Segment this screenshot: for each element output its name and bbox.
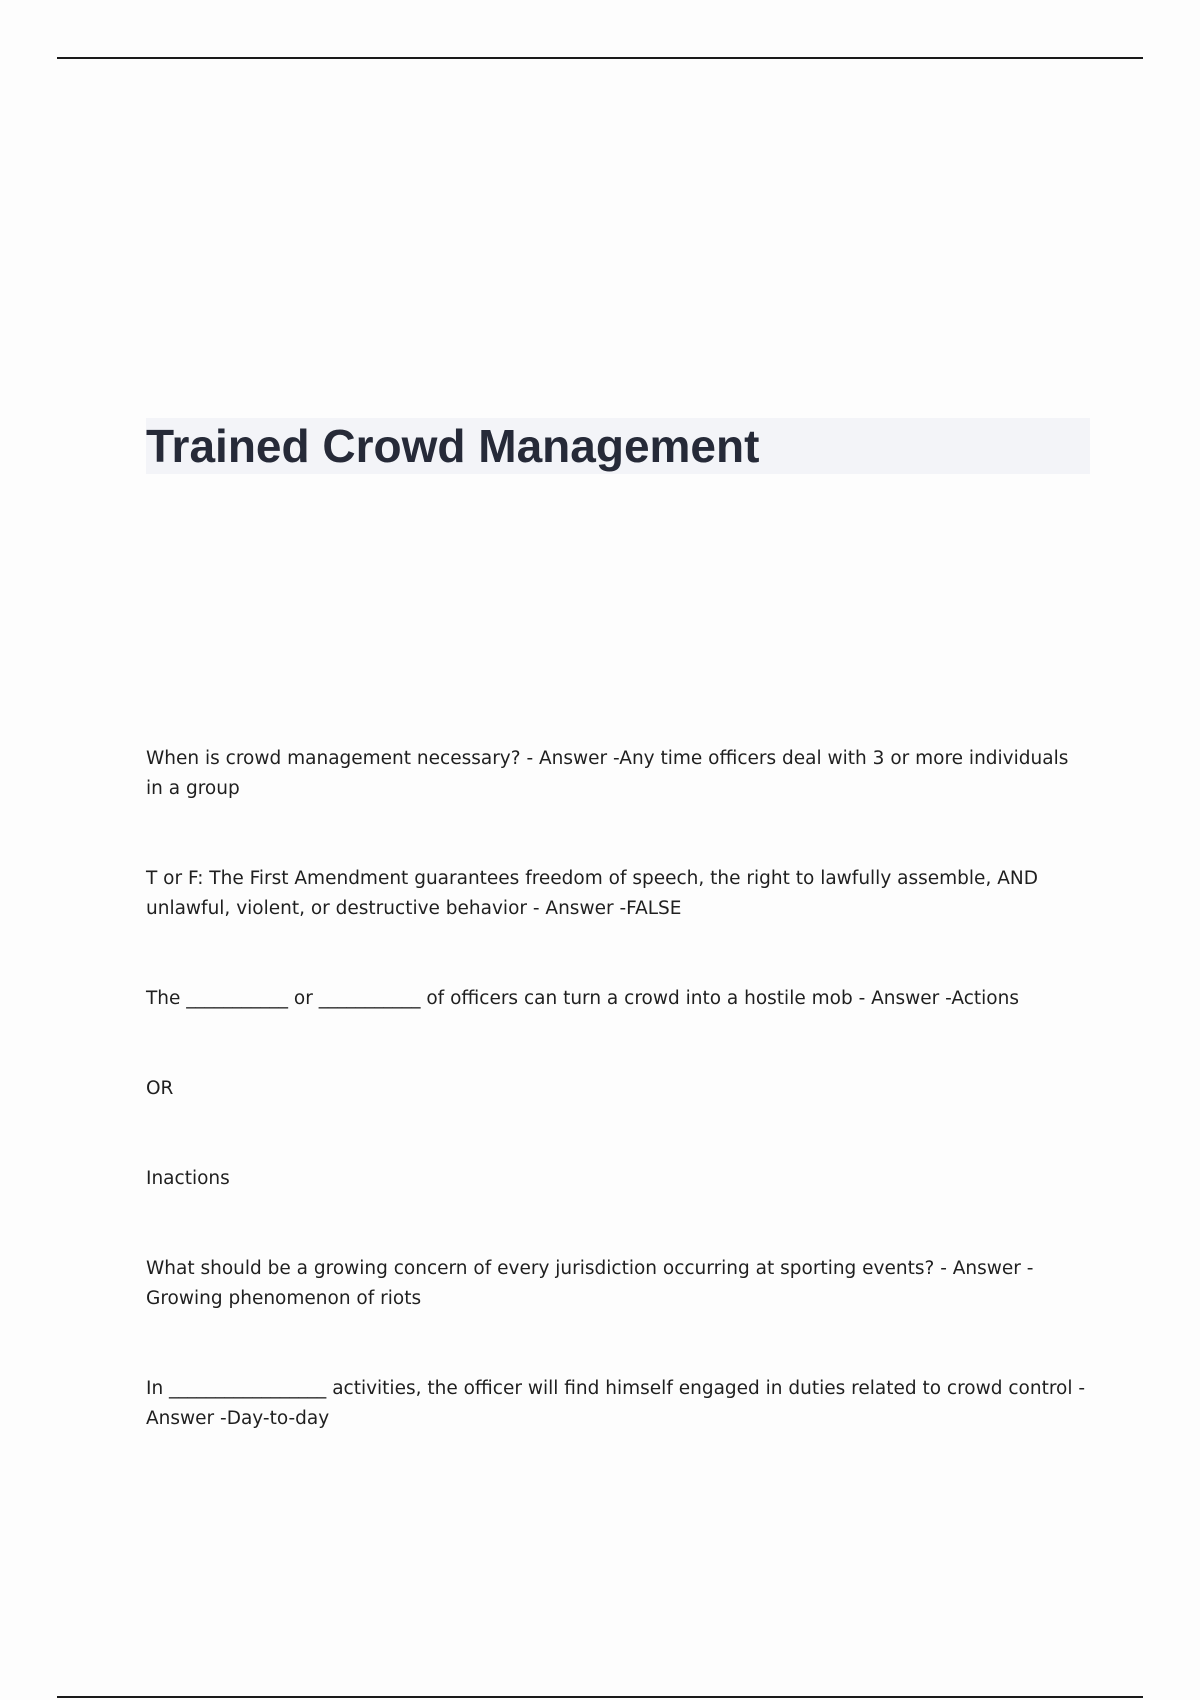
qa-entry: OR xyxy=(146,1078,174,1099)
qa-list xyxy=(146,744,1086,1434)
qa-entry: T or F: The First Amendment guarantees freedom of speech, the right to lawfully assemble, AND unlawful, violent, or destructive behavior - Answer -FALSE xyxy=(146,868,1038,919)
footer-rule xyxy=(57,1696,1143,1698)
qa-entry: The ___________ or ___________ of officers can turn a crowd into a hostile mob - Answer -Actions xyxy=(146,988,1019,1009)
document-title: Trained Crowd Management xyxy=(146,420,760,472)
qa-entry: In _________________ activities, the officer will find himself engaged in duties related to crowd control - Answer -Day-to-day xyxy=(146,1378,1086,1429)
qa-entry: Inactions xyxy=(146,1168,230,1189)
qa-entry: What should be a growing concern of every jurisdiction occurring at sporting events? - Answer -Growing phenomenon of riots xyxy=(146,1258,1034,1309)
qa-entry: When is crowd management necessary? - Answer -Any time officers deal with 3 or more individuals in a group xyxy=(146,748,1069,799)
header-rule xyxy=(57,57,1143,59)
